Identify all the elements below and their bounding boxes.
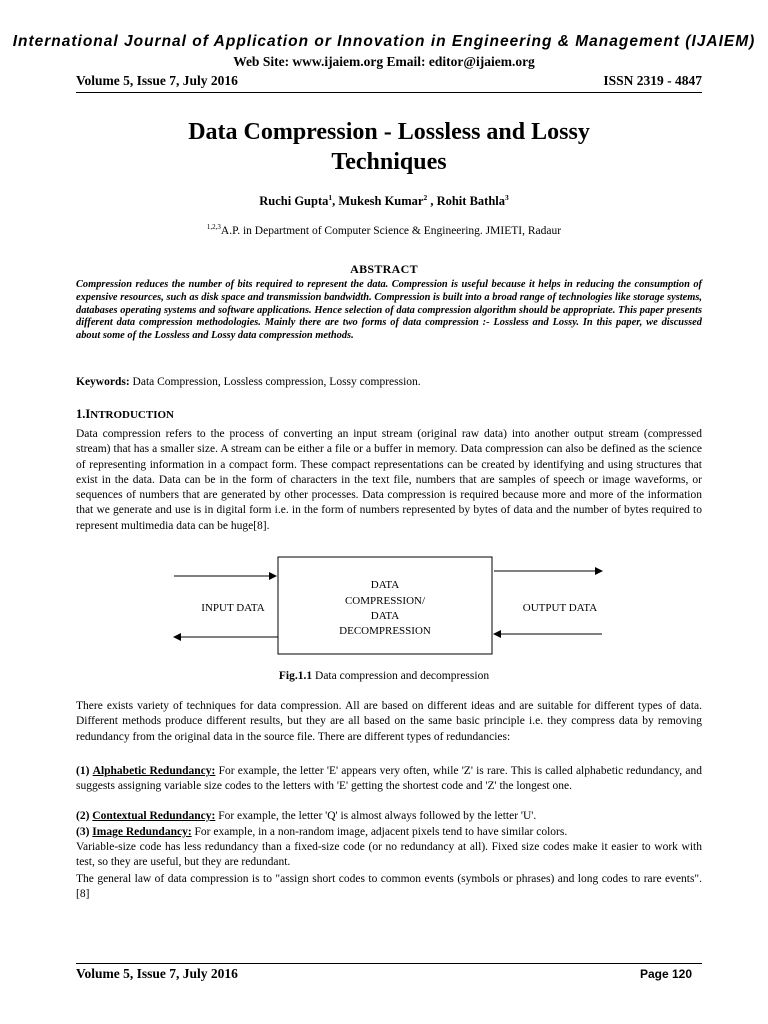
header-volume: Volume 5, Issue 7, July 2016 <box>76 73 238 88</box>
paper-title-line2: Techniques <box>331 149 447 175</box>
intro-paragraph-2: There exists variety of techniques for data compression. All are based on different ideas and are suitable for different types of data. Different methods produce different results, but they are all based on the same basic principle i.e. they compress data by removing redundancy from the original data in the source file. There are different types of redundancies: <box>76 700 702 743</box>
author-3-affiliation-mark: 3 <box>505 193 509 202</box>
redundancy-term: Image Redundancy: <box>92 826 192 838</box>
author-1-affiliation-mark: 1 <box>328 193 333 202</box>
affiliation-text: A.P. in Department of Computer Science & Engineering. JMIETI, Radaur <box>220 224 562 237</box>
output-data-label: OUTPUT DATA <box>522 602 598 614</box>
abstract-heading: ABSTRACT <box>350 262 418 276</box>
journal-name: International Journal of Application or Innovation in Engineering & Management (IJAIEM) <box>12 33 756 50</box>
journal-website-line: Web Site: www.ijaiem.org Email: editor@ijaiem.org <box>233 54 535 69</box>
redundancy-item-contextual <box>76 809 702 824</box>
redundancy-number: (2) <box>76 810 90 822</box>
footer-page-number: Page 120 <box>639 967 692 981</box>
intro-paragraph-1: Data compression refers to the process of converting an input stream (original raw data) into another output stream (compressed stream) that has a smaller size. A stream can be either a file or a buffer in memory. Data compression can also be defined as the science of representing information in a compact form. These compact representations can be created by identifying and using structures that exist in the data. Data can be in the form of characters in the text file, numbers that are samples of speech or image waveforms, or sequences of numbers that are generated by other processes. Data compression is required because more and more of the information that we generate and use is in digital form i.e. in the form of numbers represented by bytes of data and the number of bytes required to represent multimedia data can be huge[8]. <box>76 428 702 532</box>
intro-paragraph-4: The general law of data compression is to "assign short codes to common events (symbols or phrases) and long codes to rare events".[8] <box>76 873 702 901</box>
redundancy-item-alphabetic <box>76 764 702 795</box>
author-1: Ruchi Gupta <box>259 194 329 209</box>
abstract-text: Compression reduces the number of bits required to represent the data. Compression is useful because it helps in reducing the consumption of expensive resources, such as disk space and transmission bandwidth. Compression is built into a broad range of technologies like storage systems, databases operating systems and software applications. Hence selection of data compression algorithm should be appropriate. This paper presents different data compression methodologies. Mainly there are two forms of data compression :- Lossless and Lossy. In this paper, we discussed about some of the Lossless and Lossy data compression methods. <box>76 279 702 342</box>
volume-issn-line <box>76 73 702 89</box>
figure-caption <box>0 670 768 682</box>
header-rule <box>76 92 702 93</box>
section-heading-rest: NTRODUCTION <box>90 409 174 421</box>
input-data-label: INPUT DATA <box>201 602 265 614</box>
figure-caption-text: Data compression and decompression <box>312 670 490 682</box>
footer-rule <box>76 963 702 964</box>
section-heading-introduction <box>76 407 174 422</box>
author-2: , Mukesh Kumar <box>332 194 424 209</box>
redundancy-item-image <box>76 825 702 840</box>
footer-volume: Volume 5, Issue 7, July 2016 <box>76 966 238 981</box>
section-number: 1. <box>76 407 86 421</box>
redundancy-description: For example, in a non-random image, adjacent pixels tend to have similar colors. <box>191 826 568 838</box>
affiliation-mark: 1,2,3 <box>206 223 221 231</box>
author-2-affiliation-mark: 2 <box>423 193 428 202</box>
redundancy-term: Alphabetic Redundancy: <box>92 765 216 777</box>
author-list <box>0 193 768 209</box>
figure-caption-label: Fig.1.1 <box>278 670 313 682</box>
affiliation <box>0 223 768 237</box>
redundancy-number: (1) <box>76 765 90 777</box>
author-3: , Rohit Bathla <box>427 194 505 209</box>
header-issn: ISSN 2319 - 4847 <box>603 73 702 88</box>
redundancy-description: For example, the letter 'Q' is almost always followed by the letter 'U'. <box>215 810 537 822</box>
compression-diagram <box>168 556 608 656</box>
box-label-line1: DATA <box>370 579 400 591</box>
intro-paragraph-3: Variable-size code has less redundancy than a fixed-size code (or no redundancy at all). Fixed size codes make it easier to work with test, so they are useful, but they are redundant. <box>76 841 702 869</box>
box-label-line2: COMPRESSION/ <box>344 595 426 607</box>
section-heading-initial: I <box>85 407 91 421</box>
redundancy-description: For example, the letter 'E' appears very often, while 'Z' is rare. This is called alphabetic redundancy, and suggests assigning variable size codes to the letters with 'E' getting the shortest code and 'Z' the longest one. <box>76 765 703 793</box>
keywords-label: Keywords: <box>76 376 130 388</box>
redundancy-number: (3) <box>76 826 90 838</box>
box-label-line4: DECOMPRESSION <box>339 625 431 637</box>
paper-title-line1: Data Compression - Lossless and Lossy <box>188 119 590 145</box>
box-label-line3: DATA <box>370 610 400 622</box>
redundancy-term: Contextual Redundancy: <box>92 810 216 822</box>
keywords <box>76 376 702 388</box>
paper-title <box>90 117 688 177</box>
keywords-text: Data Compression, Lossless compression, Lossy compression. <box>129 376 421 388</box>
